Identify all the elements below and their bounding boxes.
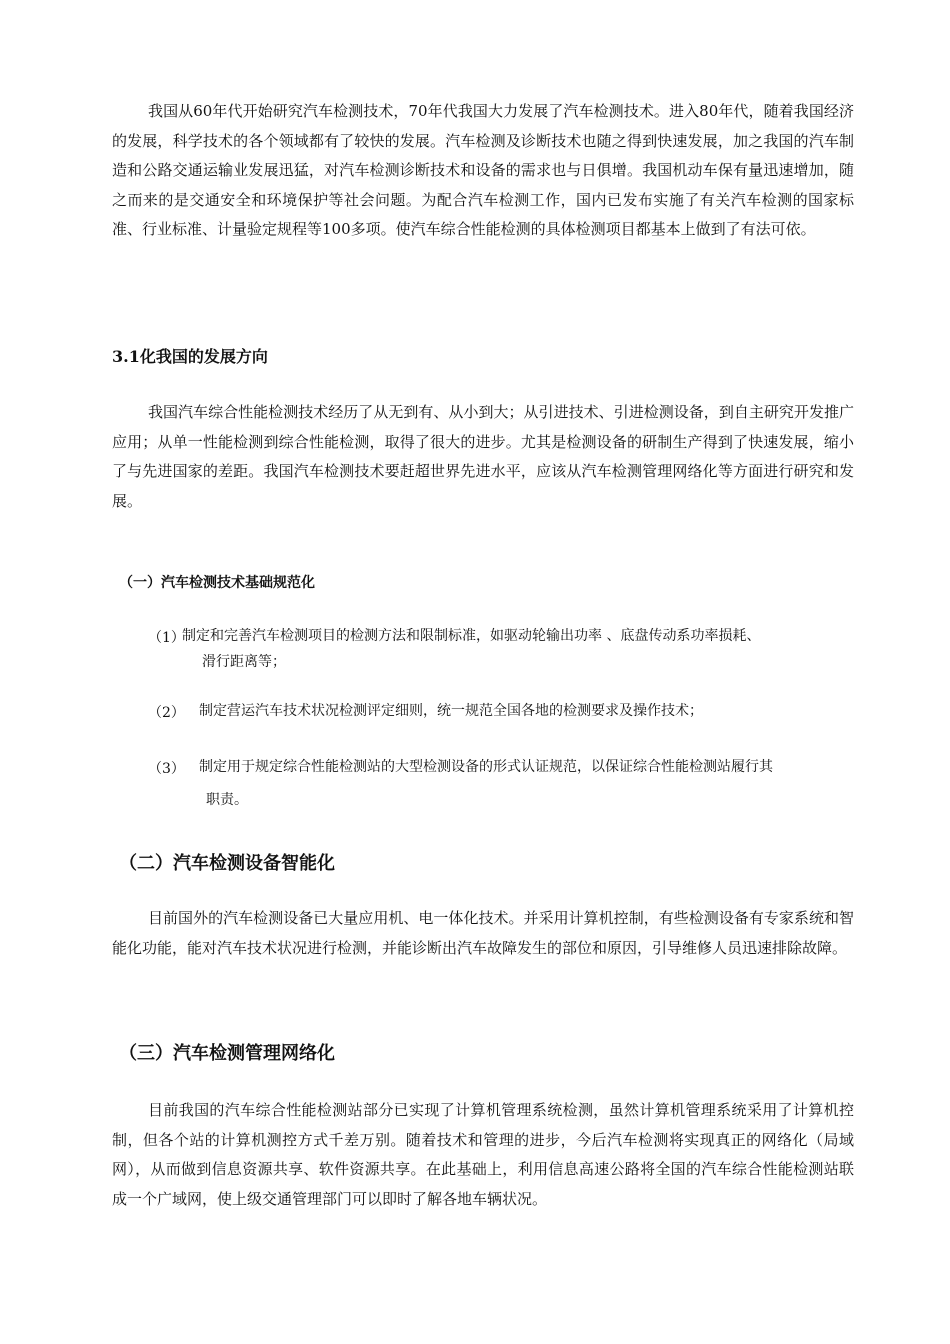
list-item-number: （3） (148, 761, 185, 777)
list-item-text: 制定用于规定综合性能检测站的大型检测设备的形式认证规范，以保证综合性能检测站履行其 (199, 759, 773, 775)
subsection-2-heading: （二）汽车检测设备智能化 (119, 853, 335, 874)
list-item-2 (0, 702, 950, 732)
list-item-text: 制定和完善汽车检测项目的检测方法和限制标准，如驱动轮输出功率 、底盘传动系功率损耗、 (182, 628, 761, 644)
list-item-text: 制定营运汽车技术状况检测评定细则，统一规范全国各地的检测要求及操作技术； (199, 703, 703, 719)
section-3-1-heading: 3.1化我国的发展方向 (112, 347, 268, 366)
list-item-number: （1） (148, 630, 185, 646)
subsection-1-heading: （一）汽车检测技术基础规范化 (119, 575, 315, 591)
subsection-3-paragraph: 目前我国的汽车综合性能检测站部分已实现了计算机管理系统检测，虽然计算机管理系统采用了计算机控制，但各个站的计算机测控方式千差万别。随着技术和管理的进步，今后汽车检测将实现真正的网络化（局域网），从而做到信息资源共享、软件资源共享。在此基础上，利用信息高速公路将全国的汽车综合性能检测站联成一个广域网，使上级交通管理部门可以即时了解各地车辆状况。 (112, 1101, 854, 1208)
list-item-text-cont: 职责。 (206, 792, 248, 808)
list-item-1 (0, 627, 950, 687)
subsection-3-heading: （三）汽车检测管理网络化 (119, 1043, 335, 1064)
intro-paragraph: 我国从60年代开始研究汽车检测技术，70年代我国大力发展了汽车检测技术。进入80年代，随着我国经济的发展，科学技术的各个领域都有了较快的发展。汽车检测及诊断技术也随之得到快速发展，加之我国的汽车制造和公路交通运输业发展迅猛，对汽车检测诊断技术和设备的需求也与日俱增。我国机动车保有量迅速增加，随之而来的是交通安全和环境保护等社会问题。为配合汽车检测工作，国内已发布实施了有关汽车检测的国家标准、行业标准、计量验定规程等100多项。使汽车综合性能检测的具体检测项目都基本上做到了有法可依。 (112, 102, 854, 238)
list-item-number: （2） (148, 705, 185, 721)
list-item-text-cont: 滑行距离等； (202, 654, 286, 670)
section-3-1-paragraph: 我国汽车综合性能检测技术经历了从无到有、从小到大；从引进技术、引进检测设备，到自主研究开发推广应用；从单一性能检测到综合性能检测，取得了很大的进步。尤其是检测设备的研制生产得到了快速发展，缩小了与先进国家的差距。我国汽车检测技术要赶超世界先进水平，应该从汽车检测管理网络化等方面进行研究和发展。 (112, 403, 854, 510)
subsection-2-paragraph: 目前国外的汽车检测设备已大量应用机、电一体化技术。并采用计算机控制，有些检测设备有专家系统和智能化功能，能对汽车技术状况进行检测，并能诊断出汽车故障发生的部位和原因，引导维修人员迅速排除故障。 (112, 909, 854, 957)
list-item-3 (0, 758, 950, 818)
